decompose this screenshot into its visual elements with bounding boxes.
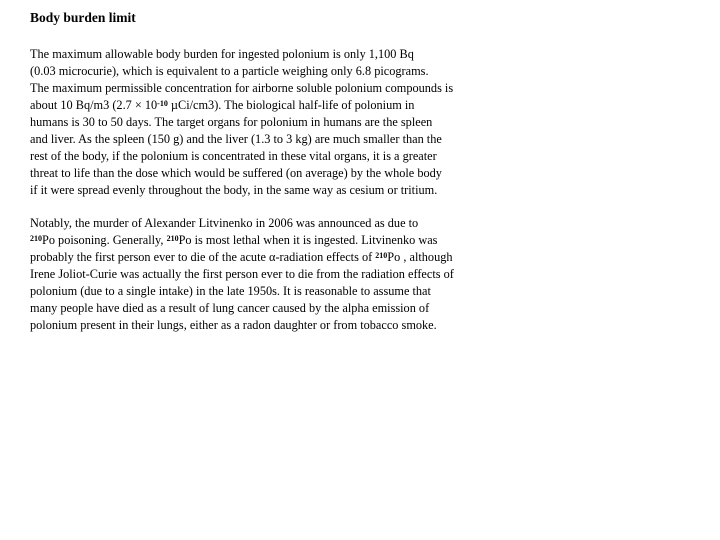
text-line: many people have died as a result of lung cancer caused by the alpha emission of [30,301,430,315]
text-line: Irene Joliot-Curie was actually the first person ever to die from the radiation effects of [30,267,454,281]
text-line: polonium (due to a single intake) in the late 1950s. It is reasonable to assume that [30,284,431,298]
text-line: threat to life than the dose which would be suffered (on average) by the whole body [30,166,442,180]
text-line: humans is 30 to 50 days. The target organs for polonium in humans are the spleen [30,115,433,129]
text-line: rest of the body, if the polonium is concentrated in these vital organs, it is a greater [30,149,437,163]
paragraph-body-burden [30,46,530,199]
exponent: -10 [157,99,168,108]
text-line [30,249,530,266]
mass-number: 210 [30,234,42,243]
text-fragment: Po is most lethal when it is ingested. Litvinenko was [178,233,438,247]
text-fragment: µCi/cm3). The biological half-life of polonium in [167,98,415,112]
text-line: Notably, the murder of Alexander Litvinenko in 2006 was announced as due to [30,216,419,230]
text-line: polonium present in their lungs, either as a radon daughter or from tobacco smoke. [30,318,437,332]
text-fragment: probably the first person ever to die of the acute α-radiation effects of [30,250,376,264]
text-line: and liver. As the spleen (150 g) and the liver (1.3 to 3 kg) are much smaller than the [30,132,442,146]
text-line [30,232,530,249]
mass-number: 210 [166,234,179,243]
section-title: Body burden limit [30,10,136,25]
text-fragment: Po poisoning. Generally, [42,233,167,247]
text-line [30,97,530,114]
text-line: (0.03 microcurie), which is equivalent to a particle weighing only 6.8 picograms. [30,64,429,78]
text-fragment: about 10 Bq/m3 (2.7 × 10 [30,98,158,112]
paragraph-litvinenko [30,215,530,334]
text-line: The maximum allowable body burden for ingested polonium is only 1,100 Bq [30,47,414,61]
text-line: The maximum permissible concentration for airborne soluble polonium compounds is [30,81,454,95]
mass-number: 210 [375,251,388,260]
text-fragment: Po , although [387,250,453,264]
text-line: if it were spread evenly throughout the body, in the same way as cesium or tritium. [30,183,438,197]
